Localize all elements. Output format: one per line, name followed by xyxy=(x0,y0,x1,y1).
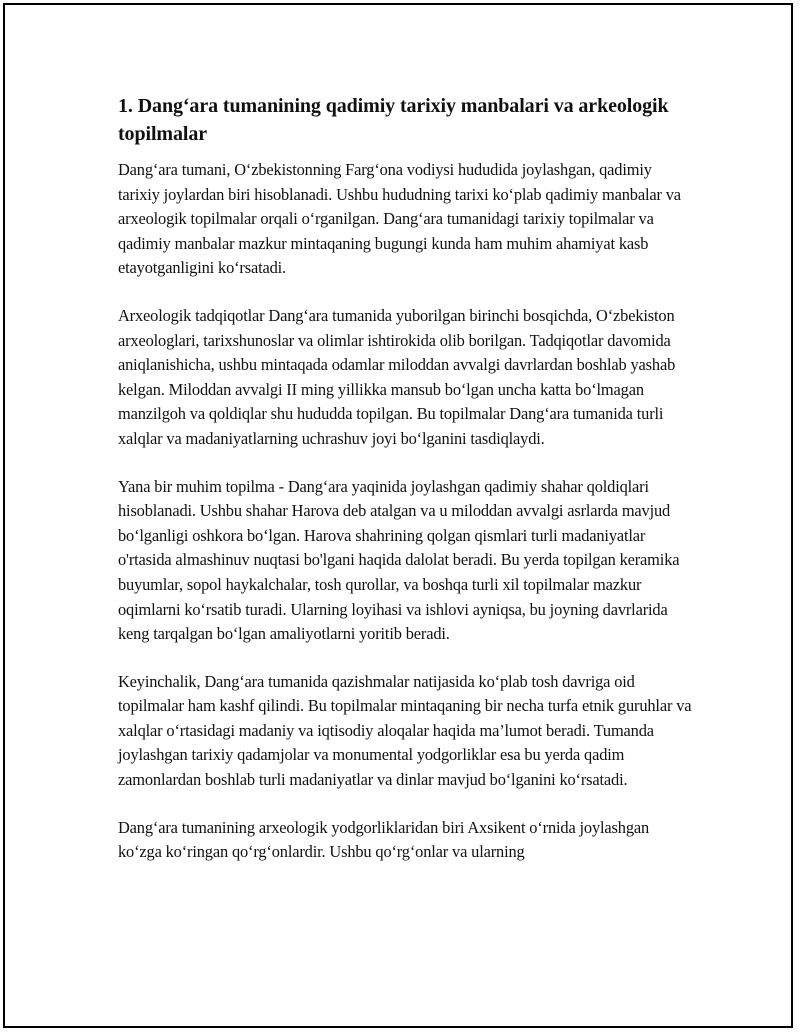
paragraph-1: Dang‘ara tumani, O‘zbekistonning Farg‘ona vodiysi hududida joylashgan, qadimiy tarixiy joylardan biri hisoblanadi. Ushbu hududning tarixi ko‘plab qadimiy manbalar va arxeologik topilmalar orqali o‘rganilgan. Dang‘ara tumanidagi tarixiy topilmalar va qadimiy manbalar mazkur mintaqaning bugungi kunda ham muhim ahamiyat kasb etayotganligini ko‘rsatadi. xyxy=(118,160,681,278)
paragraph-3: Yana bir muhim topilma - Dang‘ara yaqinida joylashgan qadimiy shahar qoldiqlari hisoblanadi. Ushbu shahar Harova deb atalgan va u miloddan avvalgi asrlarda mavjud bo‘lganligi oshkora bo‘lgan. Harova shahrining qolgan qismlari turli madaniyatlar o'rtasida almashinuv nuqtasi bo'lgani haqida dalolat beradi. Bu yerda topilgan keramika buyumlar, sopol haykalchalar, tosh qurollar, va boshqa turli xil topilmalar mazkur oqimlarni ko‘rsatib turadi. Ularning loyihasi va ishlovi ayniqsa, bu joyning davrlarida keng tarqalgan bo‘lgan amaliyotlarni yoritib beradi. xyxy=(118,476,680,644)
paragraph-2: Arxeologik tadqiqotlar Dang‘ara tumanida yuborilgan birinchi bosqichda, O‘zbekiston arxeologlari, tarixshunoslar va olimlar ishtirokida olib borilgan. Tadqiqotlar davomida aniqlanishicha, ushbu mintaqada odamlar miloddan avvalgi davrlardan boshlab yashab kelgan. Miloddan avvalgi II ming yillikka mansub bo‘lgan uncha katta bo‘lmagan manzilgoh va qoldiqlar shu hududda topilgan. Bu topilmalar Dang‘ara tumanida turli xalqlar va madaniyatlarning uchrashuv joyi bo‘lganini tasdiqlaydi. xyxy=(118,305,676,448)
paragraph-4: Keyinchalik, Dang‘ara tumanida qazishmalar natijasida ko‘plab tosh davriga oid topilmalar ham kashf qilindi. Bu topilmalar mintaqaning bir necha turfa etnik guruhlar va xalqlar o‘rtasidagi madaniy va iqtisodiy aloqalar haqida ma’lumot beradi. Tumanda joylashgan tarixiy qadamjolar va monumental yodgorliklar esa bu yerda qadim zamonlardan boshlab turli madaniyatlar va dinlar mavjud bo‘lganini ko‘rsatadi. xyxy=(118,671,692,790)
paragraph-5: Dang‘ara tumanining arxeologik yodgorliklaridan biri Axsikent o‘rnida joylashgan ko‘zga ko‘ringan qo‘rg‘onlardir. Ushbu qo‘rg‘onlar va ularning xyxy=(118,817,650,862)
section-heading: 1. Dang‘ara tumanining qadimiy tarixiy manbalari va arkeologik topilmalar xyxy=(118,95,669,145)
document-body xyxy=(118,92,693,888)
